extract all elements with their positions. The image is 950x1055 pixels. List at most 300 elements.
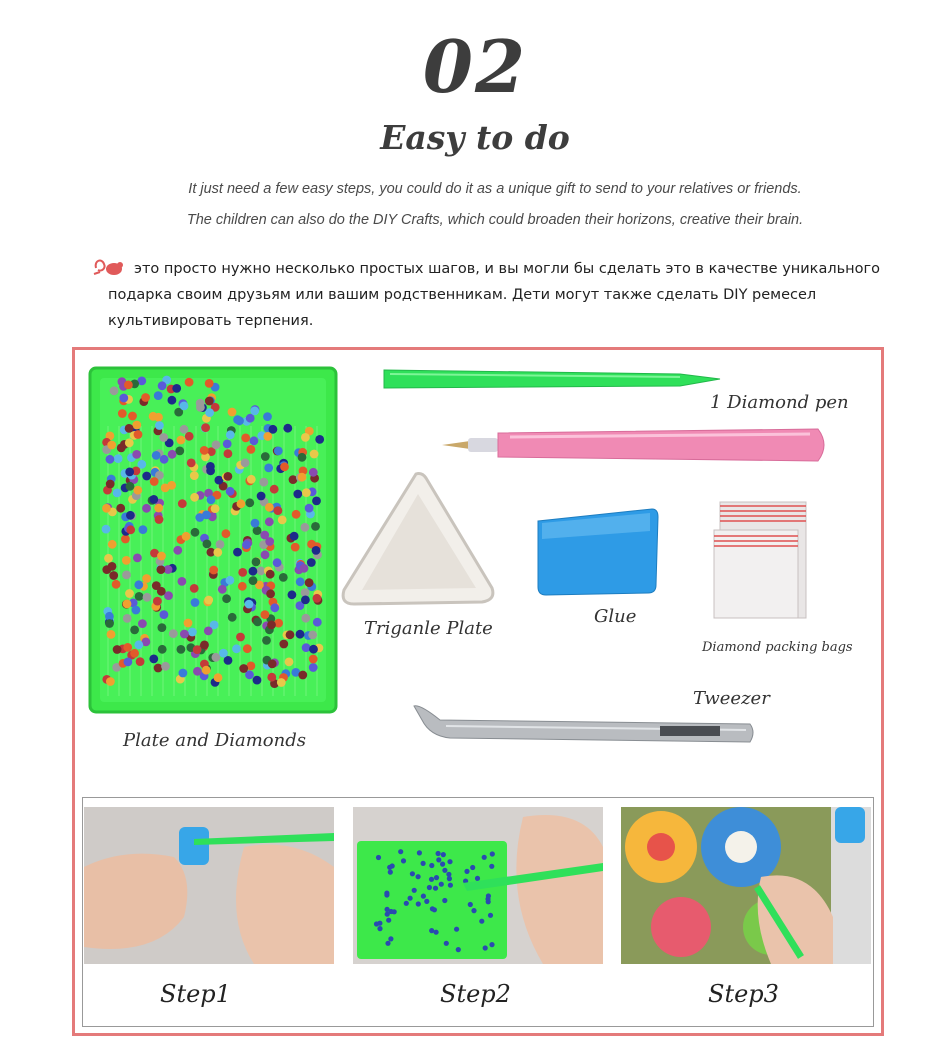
diamond-bead (404, 901, 409, 906)
diamond-bead (228, 408, 237, 417)
diamond-bead (305, 504, 314, 513)
diamond-bead (123, 600, 132, 609)
diamond-bead (187, 459, 196, 468)
diamond-bead (224, 656, 233, 665)
diamond-bead (388, 870, 393, 875)
diamond-bead (440, 862, 445, 867)
diamond-bead (207, 495, 216, 504)
diamond-bead (313, 618, 322, 627)
diamond-bead (312, 497, 321, 506)
diamond-bead (290, 532, 299, 541)
diamond-bead (293, 490, 302, 499)
diamond-bead (388, 936, 393, 941)
diamond-bead (184, 619, 193, 628)
diamond-bead (179, 669, 188, 678)
packing-bags-image (708, 494, 814, 624)
diamond-bead (448, 883, 453, 888)
diamond-bead (182, 532, 191, 541)
diamond-bead (309, 468, 318, 477)
diamond-bead (190, 584, 199, 593)
diamond-bead (454, 927, 459, 932)
diamond-bead (489, 864, 494, 869)
diamond-bead (245, 498, 254, 507)
diamond-bead (160, 610, 169, 619)
diamond-bead (124, 381, 133, 390)
diamond-bead (158, 623, 167, 632)
diamond-bead (470, 865, 475, 870)
diamond-bead (264, 464, 273, 473)
diamond-bead (292, 510, 301, 519)
diamond-bead (259, 478, 268, 487)
triangle-plate-image (338, 470, 498, 608)
diamond-bead (206, 466, 215, 475)
triangle-plate-label: Triganle Plate (364, 618, 493, 639)
diamond-bead (130, 626, 139, 635)
diamond-bead (386, 918, 391, 923)
diamond-bead (112, 580, 121, 589)
diamond-bead (238, 568, 247, 577)
plate-and-diamonds-label: Plate and Diamonds (123, 730, 306, 751)
diamond-bead (261, 610, 270, 619)
step1-photo (84, 807, 334, 964)
diamond-bead (158, 381, 167, 390)
diamond-bead (233, 415, 242, 424)
glue-image (532, 505, 662, 597)
diamond-bead (153, 597, 162, 606)
diamond-bead (283, 424, 292, 433)
diamond-bead (482, 855, 487, 860)
diamond-bead (128, 412, 137, 421)
diamond-bead (309, 663, 318, 672)
diamond-bead (149, 412, 158, 421)
diamond-bead (141, 393, 150, 402)
diamond-bead (385, 912, 390, 917)
diamond-bead (483, 945, 488, 950)
diamond-bead (202, 666, 211, 675)
diamond-bead (108, 540, 117, 549)
green-stylus-image (380, 364, 725, 394)
diamond-bead (446, 872, 451, 877)
diamond-bead (161, 662, 170, 671)
diamond-bead (185, 432, 194, 441)
diamond-bead (123, 643, 132, 652)
diamond-bead (291, 543, 300, 552)
diamond-bead (121, 535, 130, 544)
diamond-bead (126, 525, 135, 534)
diamond-bead (205, 408, 214, 417)
diamond-bead (301, 433, 310, 442)
diamond-bead (401, 858, 406, 863)
diamond-bead (132, 421, 141, 430)
diamond-bead (160, 455, 169, 464)
diamond-bead (169, 629, 178, 638)
diamond-bead (116, 504, 125, 513)
diamond-bead (408, 896, 413, 901)
pink-pen-image (440, 425, 832, 465)
diamond-bead (134, 640, 143, 649)
diamond-bead (315, 435, 324, 444)
diamond-bead (106, 480, 115, 489)
diamond-bead (143, 593, 152, 602)
diamond-bead (429, 928, 434, 933)
diamond-bead (266, 570, 275, 579)
diamond-bead (193, 645, 202, 654)
diamond-bead (265, 517, 274, 526)
diamond-bead (223, 440, 232, 449)
step1-label: Step1 (160, 980, 231, 1008)
diamond-bead (285, 658, 294, 667)
diamond-bead (122, 556, 131, 565)
diamond-bead (250, 407, 259, 416)
diamond-bead (137, 460, 146, 469)
diamond-bead (374, 921, 379, 926)
diamond-bead (274, 447, 283, 456)
diamond-bead (267, 621, 276, 630)
diamond-bead (126, 511, 135, 520)
diamond-bead (175, 447, 184, 456)
diamond-bead (464, 869, 469, 874)
diamond-bead (114, 454, 123, 463)
diamond-bead (279, 573, 288, 582)
diamond-bead (298, 473, 307, 482)
diamond-bead (429, 877, 434, 882)
step3-label: Step3 (708, 980, 779, 1008)
diamond-bead (222, 594, 231, 603)
diamond-bead (436, 857, 441, 862)
diamond-bead (237, 499, 246, 508)
diamond-bead (178, 577, 187, 586)
diamond-bead (157, 565, 166, 574)
diamond-bead (172, 384, 181, 393)
english-line-1: It just need a few easy steps, you could do it as a unique gift to send to your relatives or friends. (188, 181, 802, 197)
diamond-bead (489, 942, 494, 947)
diamond-bead (265, 537, 274, 546)
diamond-bead (439, 882, 444, 887)
diamond-bead (253, 676, 262, 685)
diamond-bead (247, 475, 256, 484)
diamond-bead (312, 546, 321, 555)
diamond-bead (232, 644, 241, 653)
step3-photo (621, 807, 871, 964)
diamond-bead (152, 451, 161, 460)
diamond-bead (434, 875, 439, 880)
diamond-bead (157, 587, 166, 596)
diamond-bead (134, 580, 143, 589)
section-title: Easy to do (380, 118, 570, 157)
tweezer-image (410, 702, 758, 750)
diamond-bead (263, 412, 272, 421)
diamond-bead (296, 630, 305, 639)
diamond-bead (212, 653, 221, 662)
diamond-bead (125, 468, 134, 477)
packing-bags-label: Diamond packing bags (702, 640, 853, 655)
diamond-bead (263, 432, 272, 441)
diamond-bead (218, 585, 227, 594)
diamond-bead (107, 441, 116, 450)
diamond-bead (213, 548, 222, 557)
diamond-bead (302, 643, 311, 652)
diamond-bead (265, 503, 274, 512)
diamond-pen-label: 1 Diamond pen (710, 392, 849, 413)
diamond-bead (224, 449, 233, 458)
diamond-bead (224, 472, 233, 481)
diamond-bead (257, 492, 266, 501)
diamond-bead (301, 523, 310, 532)
diamond-bead (412, 888, 417, 893)
diamond-bead (157, 552, 166, 561)
diamond-bead (479, 919, 484, 924)
diamond-bead (190, 471, 199, 480)
diamond-bead (245, 600, 254, 609)
diamond-bead (267, 673, 276, 682)
diamond-bead (250, 436, 259, 445)
diamond-bead (200, 641, 209, 650)
diamond-bead (444, 941, 449, 946)
diamond-bead (180, 425, 189, 434)
diamond-bead (154, 391, 163, 400)
diamond-bead (226, 576, 235, 585)
diamond-bead (398, 849, 403, 854)
diamond-bead (216, 540, 225, 549)
diamond-bead (196, 399, 205, 408)
diamond-bead (158, 645, 167, 654)
diamond-bead (211, 504, 220, 513)
diamond-bead (149, 495, 158, 504)
diamond-bead (436, 851, 441, 856)
diamond-bead (471, 908, 476, 913)
diamond-bead (298, 671, 307, 680)
diamond-bead (190, 493, 199, 502)
diamond-bead (266, 589, 275, 598)
diamond-bead (246, 414, 255, 423)
diamond-bead (376, 855, 381, 860)
diamond-bead (427, 885, 432, 890)
diamond-bead (261, 452, 270, 461)
diamond-bead (243, 644, 252, 653)
step2-label: Step2 (440, 980, 511, 1008)
diamond-bead (134, 430, 143, 439)
diamond-bead (301, 596, 310, 605)
diamond-bead (219, 649, 228, 658)
diamond-bead (475, 876, 480, 881)
diamond-bead (249, 567, 258, 576)
diamond-bead (228, 613, 237, 622)
diamond-bead (132, 450, 141, 459)
diamond-bead (113, 645, 122, 654)
diamond-bead (308, 631, 317, 640)
diamond-bead (149, 655, 158, 664)
diamond-bead (132, 606, 141, 615)
diamond-bead (142, 472, 151, 481)
diamond-bead (226, 487, 235, 496)
diamond-bead (270, 485, 279, 494)
diamond-bead (155, 515, 164, 524)
diamond-bead (251, 519, 260, 528)
diamond-bead (253, 618, 262, 627)
diamond-bead (392, 909, 397, 914)
diamond-bead (119, 394, 128, 403)
diamond-bead (150, 477, 159, 486)
russian-line-3: культивировать терпения. (108, 313, 314, 329)
diamond-bead (252, 558, 261, 567)
diamond-bead (125, 439, 134, 448)
diamond-bead (430, 906, 435, 911)
diamond-bead (300, 564, 309, 573)
diamond-bead (106, 455, 115, 464)
diamond-bead (108, 562, 117, 571)
diamond-bead (270, 603, 279, 612)
diamond-bead (488, 913, 493, 918)
diamond-bead (126, 482, 135, 491)
diamond-bead (301, 614, 310, 623)
diamond-bead (110, 386, 119, 395)
diamond-bead (117, 444, 126, 453)
diamond-bead (209, 566, 218, 575)
diamond-bead (142, 504, 151, 513)
diamond-bead (385, 941, 390, 946)
diamond-bead (177, 645, 186, 654)
diamond-bead (247, 445, 256, 454)
russian-line-2: подарка своим друзьям или вашим родственникам. Дети могут также сделать DIY ремесел (108, 287, 817, 303)
diamond-bead (456, 947, 461, 952)
diamond-bead (238, 582, 247, 591)
diamond-bead (239, 664, 248, 673)
plate-and-diamonds-image (88, 366, 338, 714)
english-line-2: The children can also do the DIY Crafts, which could broaden their horizons, creative their brain. (186, 212, 804, 228)
diamond-bead (188, 628, 197, 637)
diamond-bead (173, 546, 182, 555)
diamond-bead (200, 446, 209, 455)
diamond-bead (298, 453, 307, 462)
diamond-bead (168, 450, 177, 459)
diamond-bead (133, 486, 142, 495)
russian-line-1: это просто нужно несколько простых шагов, и вы могли бы сделать это в качестве уникального (134, 261, 880, 277)
diamond-bead (191, 598, 200, 607)
diamond-bead (416, 901, 421, 906)
diamond-bead (433, 886, 438, 891)
section-number: 02 (422, 24, 528, 109)
diamond-bead (136, 657, 145, 666)
diamond-bead (421, 861, 426, 866)
diamond-bead (168, 396, 177, 405)
diamond-bead (102, 525, 111, 534)
diamond-bead (133, 554, 142, 563)
russian-description (108, 256, 898, 334)
diamond-bead (288, 590, 297, 599)
diamond-bead (222, 529, 231, 538)
diamond-bead (123, 614, 132, 623)
diamond-bead (124, 658, 133, 667)
diamond-bead (302, 488, 311, 497)
diamond-bead (310, 450, 319, 459)
diamond-bead (178, 499, 187, 508)
diamond-bead (233, 548, 242, 557)
diamond-bead (468, 902, 473, 907)
diamond-bead (269, 425, 278, 434)
glue-label: Glue (594, 606, 637, 627)
diamond-bead (102, 504, 111, 513)
diamond-bead (410, 871, 415, 876)
diamond-bead (212, 440, 221, 449)
diamond-bead (441, 852, 446, 857)
diamond-bead (193, 667, 202, 676)
diamond-bead (180, 402, 189, 411)
diamond-bead (113, 489, 122, 498)
diamond-bead (277, 678, 286, 687)
diamond-bead (154, 664, 163, 673)
diamond-bead (125, 424, 134, 433)
diamond-bead (490, 851, 495, 856)
diamond-bead (118, 409, 127, 418)
diamond-bead (167, 481, 176, 490)
diamond-bead (447, 859, 452, 864)
diamond-bead (309, 655, 318, 664)
diamond-bead (191, 528, 200, 537)
diamond-bead (139, 525, 148, 534)
diamond-bead (421, 894, 426, 899)
diamond-bead (138, 619, 147, 628)
diamond-bead (242, 540, 251, 549)
diamond-bead (417, 850, 422, 855)
diamond-bead (109, 571, 118, 580)
diamond-bead (226, 430, 235, 439)
diamond-bead (309, 645, 318, 654)
diamond-bead (313, 594, 322, 603)
diamond-bead (205, 379, 214, 388)
diamond-bead (424, 899, 429, 904)
diamond-bead (195, 513, 204, 522)
diamond-bead (204, 627, 213, 636)
diamond-bead (377, 926, 382, 931)
diamond-bead (122, 571, 131, 580)
diamond-bead (203, 540, 212, 549)
diamond-bead (125, 589, 134, 598)
diamond-bead (159, 433, 168, 442)
diamond-bead (311, 522, 320, 531)
diamond-bead (107, 630, 116, 639)
diamond-bead (185, 378, 194, 387)
diamond-bead (177, 436, 186, 445)
diamond-bead (442, 868, 447, 873)
diamond-bead (261, 550, 270, 559)
diamond-bead (214, 673, 223, 682)
diamond-bead (279, 640, 288, 649)
diamond-bead (273, 558, 282, 567)
diamond-bead (296, 577, 305, 586)
diamond-bead (135, 592, 144, 601)
diamond-bead (155, 421, 164, 430)
tweezer-label: Tweezer (693, 688, 770, 709)
diamond-bead (205, 397, 214, 406)
diamond-bead (416, 874, 421, 879)
diamond-bead (274, 506, 283, 515)
step2-photo (353, 807, 603, 964)
diamond-bead (241, 434, 250, 443)
diamond-bead (262, 636, 271, 645)
diamond-bead (236, 633, 245, 642)
diamond-bead (384, 892, 389, 897)
diamond-bead (442, 898, 447, 903)
diamond-bead (286, 630, 295, 639)
diamond-bead (154, 504, 163, 513)
diamond-bead (201, 423, 210, 432)
diamond-bead (486, 899, 491, 904)
diamond-bead (249, 576, 258, 585)
diamond-bead (105, 619, 114, 628)
diamond-bead (180, 630, 189, 639)
diamond-bead (253, 526, 262, 535)
diamond-bead (104, 554, 113, 563)
